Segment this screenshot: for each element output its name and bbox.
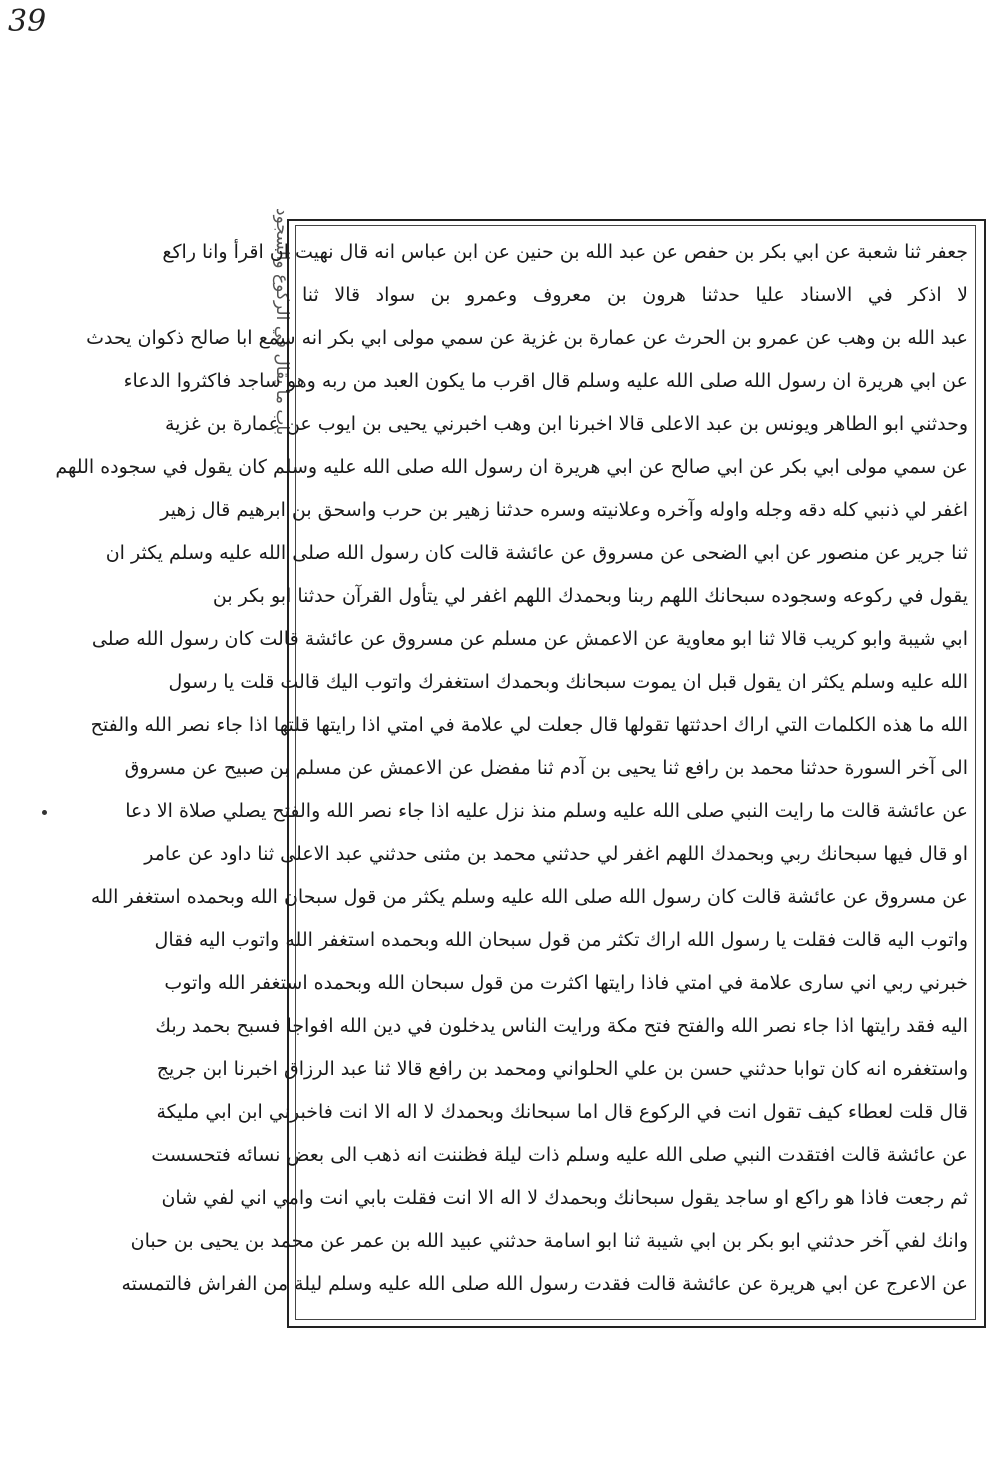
text-line: او قال فيها سبحانك ربي وبحمدك اللهم اغفر لي حدثني محمد بن مثنى حدثني عبد الاعلى ثنا داود عن عامر — [144, 843, 968, 865]
margin-chapter-heading: باب ما يقال في الركوع والسجود — [272, 207, 292, 435]
text-line: يقول في ركوعه وسجوده سبحانك اللهم ربنا وبحمدك اللهم اغفر لي يتأول القرآن حدثنا ابو بكر بن — [212, 585, 968, 607]
text-line: خبرني ربي اني سارى علامة في امتي فاذا رايتها اكثرت من قول سبحان الله وبحمده استغفر الله واتوب — [164, 972, 968, 994]
text-line: عن سمي مولى ابي بكر عن ابي صالح عن ابي هريرة ان رسول الله صلى الله عليه وسلم كان يقول في سجوده اللهم — [55, 456, 968, 478]
text-line: قال قلت لعطاء كيف تقول انت في الركوع قال اما سبحانك وبحمدك لا اله الا انت فاخبرني ابن ابي مليكة — [156, 1101, 968, 1123]
text-line: عن مسروق عن عائشة قالت كان رسول الله صلى الله عليه وسلم يكثر من قول سبحان الله وبحمده استغفر الله — [90, 886, 968, 908]
text-line: عن عائشة قالت افتقدت النبي صلى الله عليه وسلم ذات ليلة فظننت انه ذهب الى بعض نسائه فتحسست — [151, 1144, 968, 1166]
text-line: الله عليه وسلم يكثر ان يقول قبل ان يموت سبحانك وبحمدك استغفرك واتوب اليك قالت قلت يا رسول — [168, 671, 968, 693]
text-line: ثنا جرير عن منصور عن ابي الضحى عن مسروق عن عائشة قالت كان رسول الله صلى الله عليه وسلم يكثر ان — [105, 542, 968, 564]
text-line: ابي شيبة وابو كريب قالا ثنا ابو معاوية عن الاعمش عن مسلم عن مسروق عن عائشة قالت كان رسول الله صلى — [91, 628, 968, 650]
folio-number: 39 — [8, 4, 47, 39]
text-line: الى آخر السورة حدثنا محمد بن رافع ثنا يحيى بن آدم ثنا مفضل عن الاعمش عن مسلم بن صبيح عن مسروق — [124, 757, 968, 779]
text-line: جعفر ثنا شعبة عن ابي بكر بن حفص عن عبد الله بن حنين عن ابن عباس انه قال نهيت ان اقرأ وانا راكع — [162, 241, 968, 263]
text-line: اغفر لي ذنبي كله دقه وجله واوله وآخره وعلانيته وسره حدثنا زهير بن حرب واسحق بن ابرهيم قال زهير — [160, 499, 968, 521]
text-line: وانك لفي آخر حدثني ابو بكر بن ابي شيبة ثنا ابو اسامة حدثني عبيد الله بن عمر عن محمد بن يحيى بن حبان — [130, 1230, 968, 1252]
text-line: عن عائشة قالت ما رايت النبي صلى الله عليه وسلم منذ نزل عليه اذا جاء نصر الله والفتح يصلي صلاة الا دعا — [125, 800, 968, 822]
text-line: عن ابي هريرة ان رسول الله صلى الله عليه وسلم قال اقرب ما يكون العبد من ربه وهو ساجد فاكثروا الدعاء — [123, 370, 968, 392]
text-line: عن الاعرج عن ابي هريرة عن عائشة قالت فقدت رسول الله صلى الله عليه وسلم ليلة من الفراش فالتمسته — [121, 1273, 968, 1295]
text-line: لا اذكر في الاسناد عليا حدثنا هرون بن معروف وعمرو بن سواد قالا ثنا — [302, 284, 968, 306]
text-line: اليه فقد رايتها اذا جاء نصر الله والفتح فتح مكة ورايت الناس يدخلون في دين الله افواجا فسبح بحمد ربك — [155, 1015, 968, 1037]
text-line: الله ما هذه الكلمات التي اراك احدثتها تقولها قال جعلت لي علامة في امتي اذا رايتها قلتها اذا جاء نصر الله والفتح — [90, 714, 968, 736]
text-line: عبد الله بن وهب عن عمرو بن الحرث عن عمارة بن غزية عن سمي مولى ابي بكر انه سمع ابا صالح ذكوان يحدث — [86, 327, 968, 349]
text-line: ثم رجعت فاذا هو راكع او ساجد يقول سبحانك وبحمدك لا اله الا انت فقلت بابي انت وامي اني لفي شان — [161, 1187, 968, 1209]
text-line: واستغفره انه كان توابا حدثني حسن بن علي الحلواني ومحمد بن رافع قالا ثنا عبد الرزاق اخبرنا ابن جريج — [156, 1058, 968, 1080]
ink-spot — [42, 810, 47, 815]
text-line: واتوب اليه قالت فقلت يا رسول الله اراك تكثر من قول سبحان الله وبحمده استغفر الله واتوب اليه فقال — [154, 929, 968, 951]
text-line: وحدثني ابو الطاهر ويونس بن عبد الاعلى قالا اخبرنا ابن وهب اخبرني يحيى بن ايوب عن عمارة بن غزية — [164, 413, 968, 435]
